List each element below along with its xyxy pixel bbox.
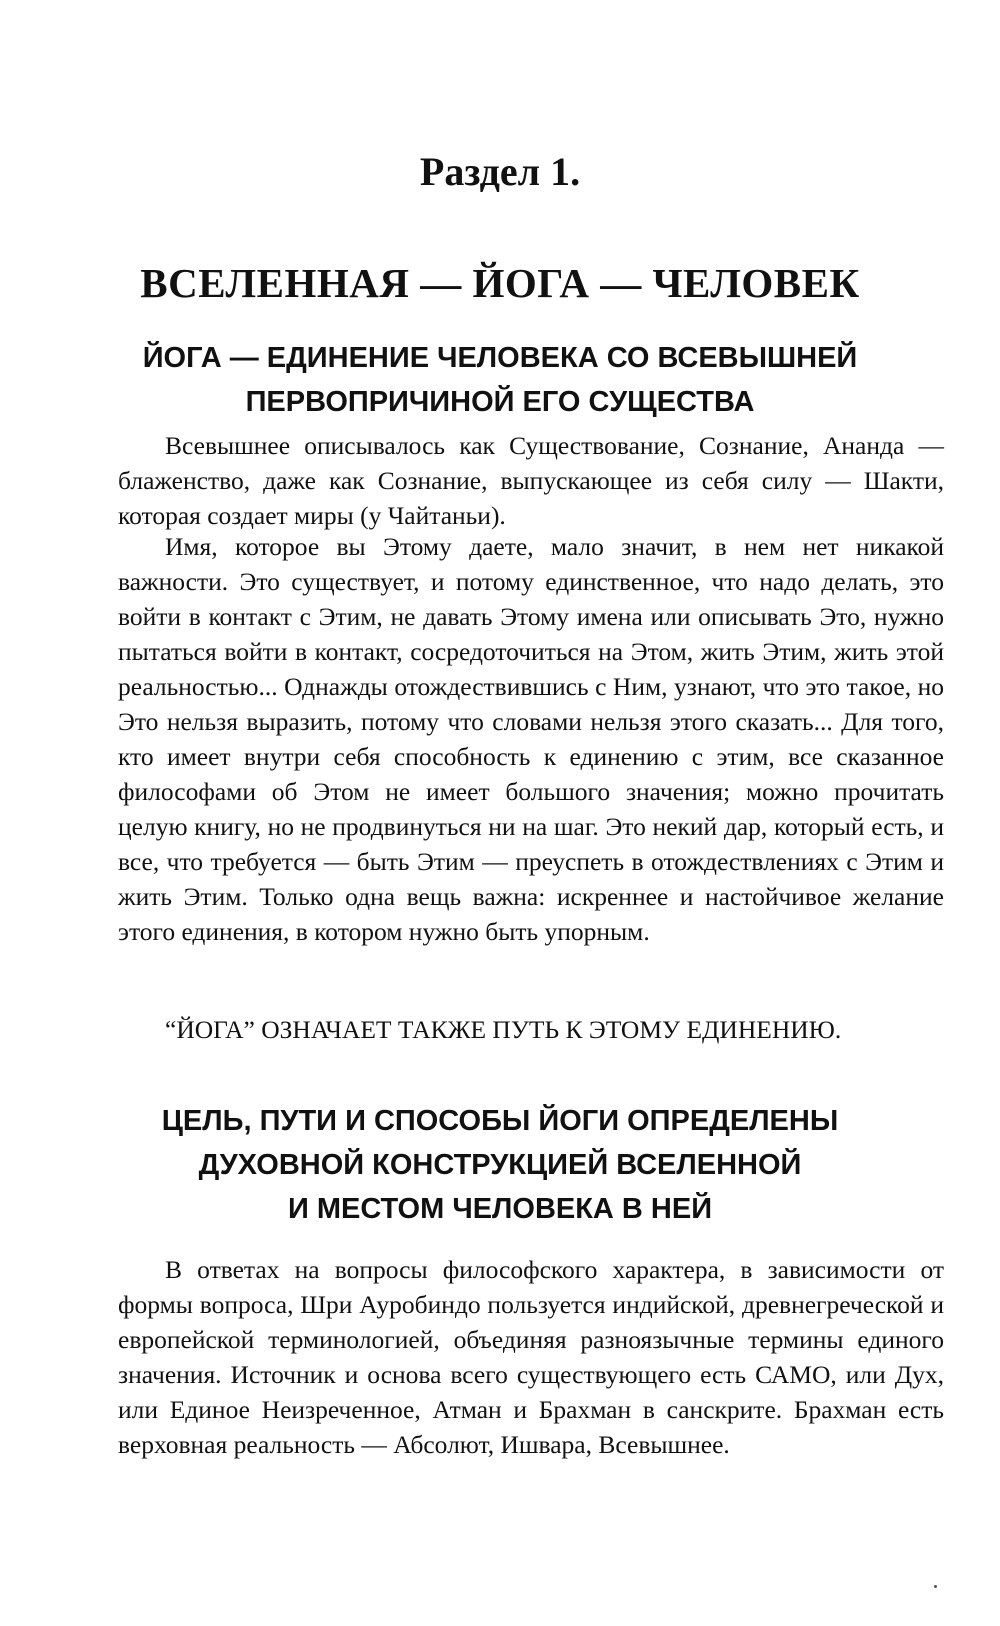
subheading-line: ЦЕЛЬ, ПУТИ И СПОСОБЫ ЙОГИ ОПРЕДЕЛЕНЫ [161, 1105, 839, 1137]
subheading-line: И МЕСТОМ ЧЕЛОВЕКА В НЕЙ [287, 1193, 713, 1225]
subheading-line: ДУХОВНОЙ КОНСТРУКЦИЕЙ ВСЕЛЕННОЙ [198, 1149, 802, 1181]
main-title: ВСЕЛЕННАЯ — ЙОГА — ЧЕЛОВЕК [140, 260, 860, 306]
paragraph: “ЙОГА” ОЗНАЧАЕТ ТАКЖЕ ПУТЬ К ЭТОМУ ЕДИНЕНИЮ. [165, 1015, 842, 1044]
subheading-yoga-union [0, 336, 1000, 424]
paragraph: В ответах на вопросы философского характера, в зависимости от формы вопроса, Шри Ауробиндо пользуется индийской, древнегреческой и европейской терминологией, объединяя разноязычные термины единого значения. Источник и основа всего существующего есть САМО, или Дух, или Единое Неизреченное, Атман и Брахман в санскрите. Брахман есть верховная реальность — Абсолют, Ишвара, Всевышнее. [118, 1255, 944, 1459]
section-title: Раздел 1. [419, 149, 581, 194]
paragraph: Имя, которое вы Этому даете, мало значит, в нем нет никакой важности. Это существует, и потому единственное, что надо делать, это войти в контакт с Этим, не давать Этому имена или описывать Это, нужно пытаться войти в контакт, сосредоточиться на Этом, жить Этим, жить этой реальностью... Однажды отождествившись с Ним, узнают, что это такое, но Это нельзя выразить, потому что словами нельзя этого сказать... Для того, кто имеет внутри себя способность к единению с этим, все сказанное философами об Этом не имеет большого значения; можно прочитать целую книгу, но не продвинуться ни на шаг. Это некий дар, который есть, и все, что требуется — быть Этим — преуспеть в отождествлениях с Этим и жить Этим. Только одна вещь важна: искреннее и настойчивое желание этого единения, в котором нужно быть упорным. [118, 532, 944, 946]
paragraph: Всевышнее описывалось как Существование, Сознание, Ананда — блаженство, даже как Сознание, выпускающее из себя силу — Шакти, которая создает миры (у Чайтаньи). [118, 431, 944, 530]
subheading-line: ЙОГА — ЕДИНЕНИЕ ЧЕЛОВЕКА СО ВСЕВЫШНЕЙ [142, 342, 858, 374]
scan-speck [934, 1585, 937, 1588]
subheading-yoga-goals [0, 1099, 1000, 1231]
subheading-line: ПЕРВОПРИЧИНОЙ ЕГО СУЩЕСТВА [245, 386, 755, 418]
